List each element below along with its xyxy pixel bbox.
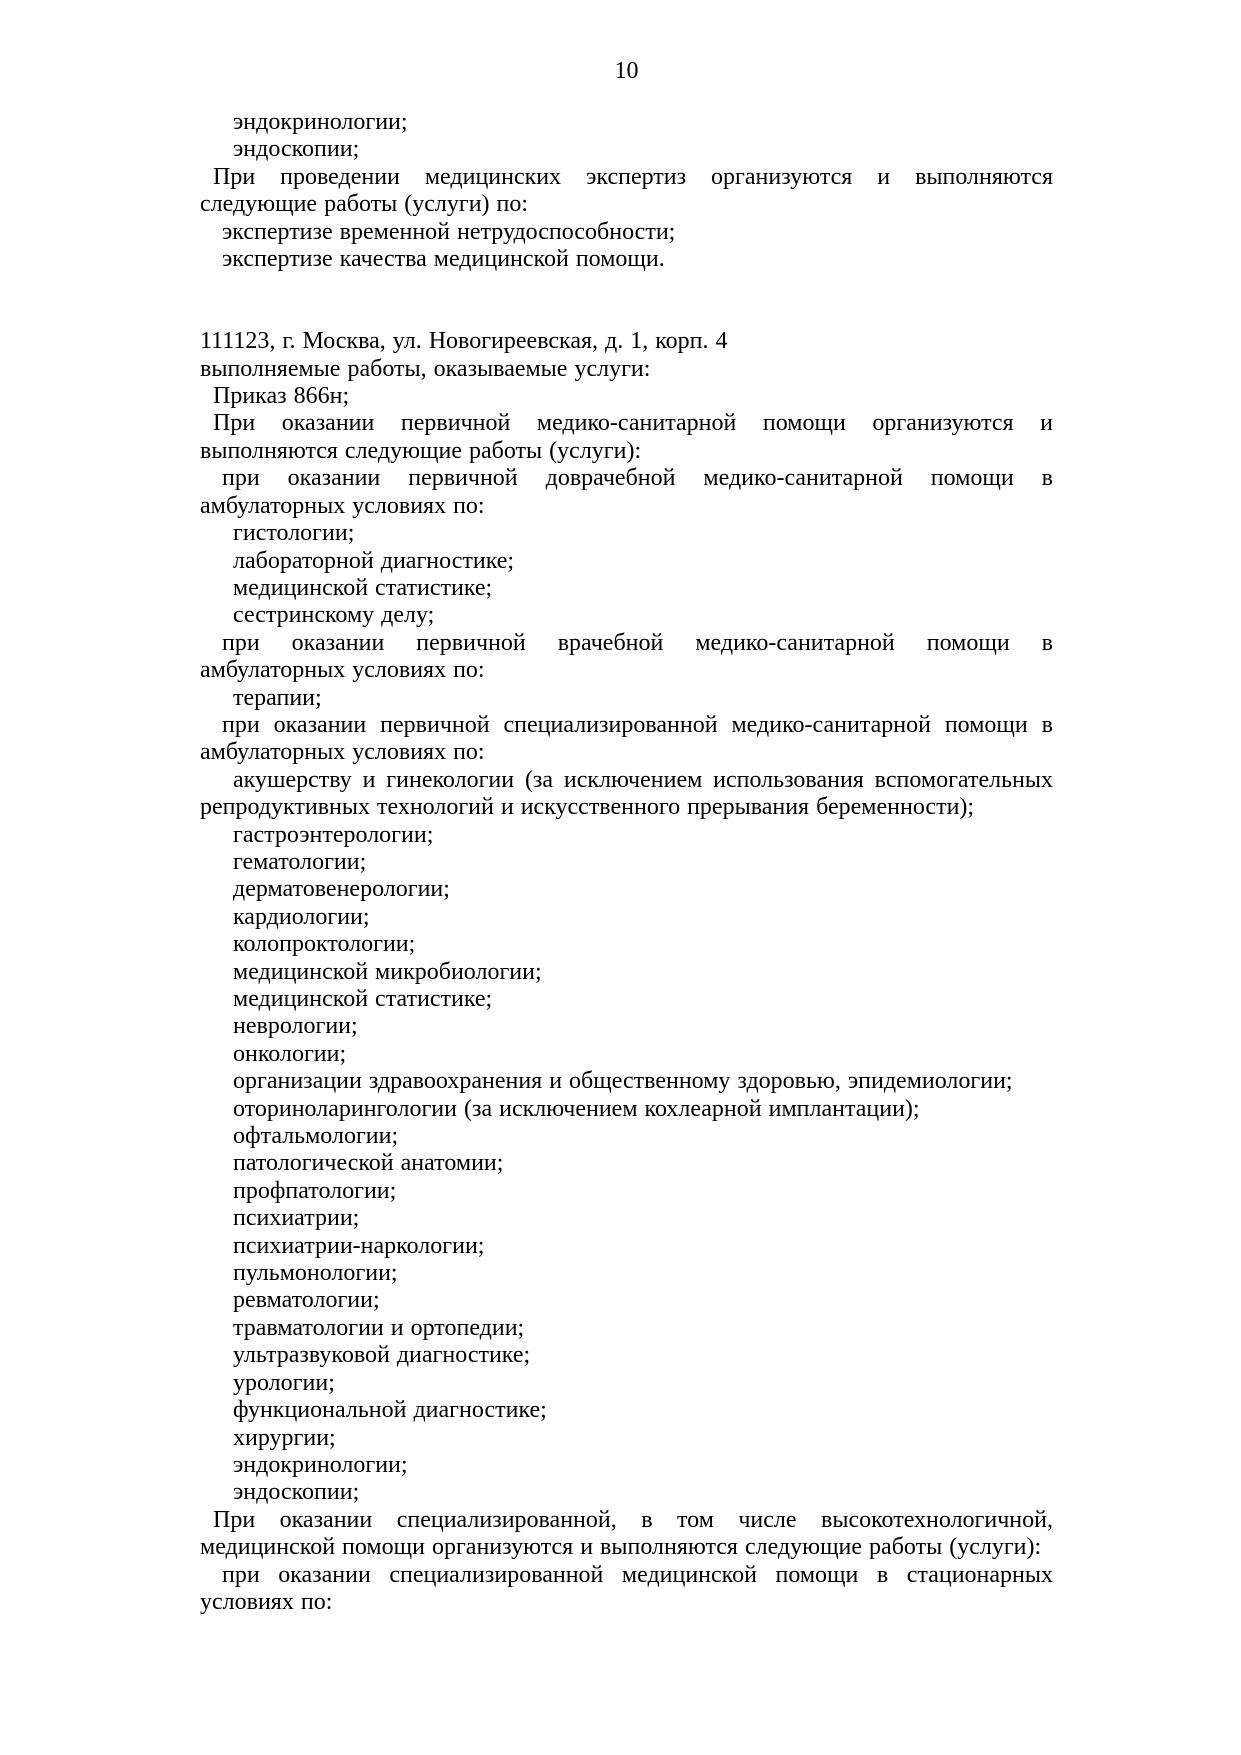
text-line: выполняемые работы, оказываемые услуги: bbox=[200, 355, 651, 382]
text-line: медицинской микробиологии; bbox=[233, 958, 542, 985]
text-line: при оказании первичной врачебной медико-санитарной помощи в амбулаторных условиях по: bbox=[200, 629, 1053, 684]
text-line: патологической анатомии; bbox=[233, 1150, 504, 1177]
text-line: гистологии; bbox=[233, 520, 355, 547]
text-line: дерматовенерологии; bbox=[233, 876, 450, 903]
text-line: профпатологии; bbox=[233, 1177, 397, 1204]
text-line: лабораторной диагностике; bbox=[233, 547, 515, 574]
blank-line bbox=[200, 301, 1053, 328]
text-line: терапии; bbox=[233, 684, 322, 711]
text-line: медицинской статистике; bbox=[233, 986, 493, 1012]
text-line: Приказ 866н; bbox=[213, 383, 350, 410]
text-line: эндоскопии; bbox=[233, 1479, 360, 1506]
text-line: травматологии и ортопедии; bbox=[233, 1314, 525, 1341]
text-line: психиатрии; bbox=[233, 1205, 360, 1232]
text-line: гастроэнтерологии; bbox=[233, 821, 434, 848]
text-line: При оказании первичной медико-санитарной помощи организуются и выполняются следующие работы (услуги): bbox=[200, 410, 1053, 464]
text-line: сестринскому делу; bbox=[233, 602, 435, 629]
text-line: неврологии; bbox=[233, 1013, 358, 1040]
page-content bbox=[200, 109, 1053, 1616]
text-line: При проведении медицинских экспертиз организуются и выполняются следующие работы (услуги) по: bbox=[200, 163, 1053, 218]
text-line: экспертизе временной нетрудоспособности; bbox=[222, 218, 676, 245]
text-line: урологии; bbox=[233, 1369, 335, 1396]
text-line: при оказании специализированной медицинской помощи в стационарных условиях по: bbox=[200, 1561, 1053, 1615]
text-line: При оказании специализированной, в том числе высокотехнологичной, медицинской помощи организуются и выполняются следующие работы (услуги): bbox=[200, 1506, 1053, 1561]
text-line: 111123, г. Москва, ул. Новогиреевская, д. 1, корп. 4 bbox=[200, 328, 728, 355]
text-line: колопроктологии; bbox=[233, 931, 416, 958]
text-line: пульмонологии; bbox=[233, 1260, 398, 1287]
page-number: 10 bbox=[614, 58, 639, 84]
text-line: онкологии; bbox=[233, 1040, 347, 1067]
text-line: оториноларингологии (за исключением кохлеарной имплантации); bbox=[233, 1095, 920, 1122]
text-line: хирургии; bbox=[233, 1424, 336, 1451]
text-line: эндокринологии; bbox=[233, 1451, 408, 1478]
text-line: ультразвуковой диагностике; bbox=[233, 1342, 531, 1369]
text-line: экспертизе качества медицинской помощи. bbox=[222, 246, 665, 273]
text-line: при оказании первичной специализированной медико-санитарной помощи в амбулаторных условиях по: bbox=[200, 711, 1053, 766]
text-line: психиатрии-наркологии; bbox=[233, 1232, 485, 1259]
text-line: офтальмологии; bbox=[233, 1123, 399, 1150]
text-line: медицинской статистике; bbox=[233, 574, 493, 601]
text-line: гематологии; bbox=[233, 848, 367, 875]
text-line: кардиологии; bbox=[233, 903, 370, 930]
text-line: организации здравоохранения и общественному здоровью, эпидемиологии; bbox=[233, 1068, 1013, 1095]
text-line: функциональной диагностике; bbox=[233, 1397, 547, 1424]
text-line: при оказании первичной доврачебной медико-санитарной помощи в амбулаторных условиях по: bbox=[200, 465, 1053, 519]
blank-line bbox=[200, 273, 1053, 300]
text-line: ревматологии; bbox=[233, 1287, 380, 1314]
text-line: эндоскопии; bbox=[233, 136, 360, 163]
text-line: акушерству и гинекологии (за исключением использования вспомогательных репродуктивных технологий и искусственного прерывания беременности); bbox=[200, 766, 1053, 821]
text-line: эндокринологии; bbox=[233, 109, 408, 135]
